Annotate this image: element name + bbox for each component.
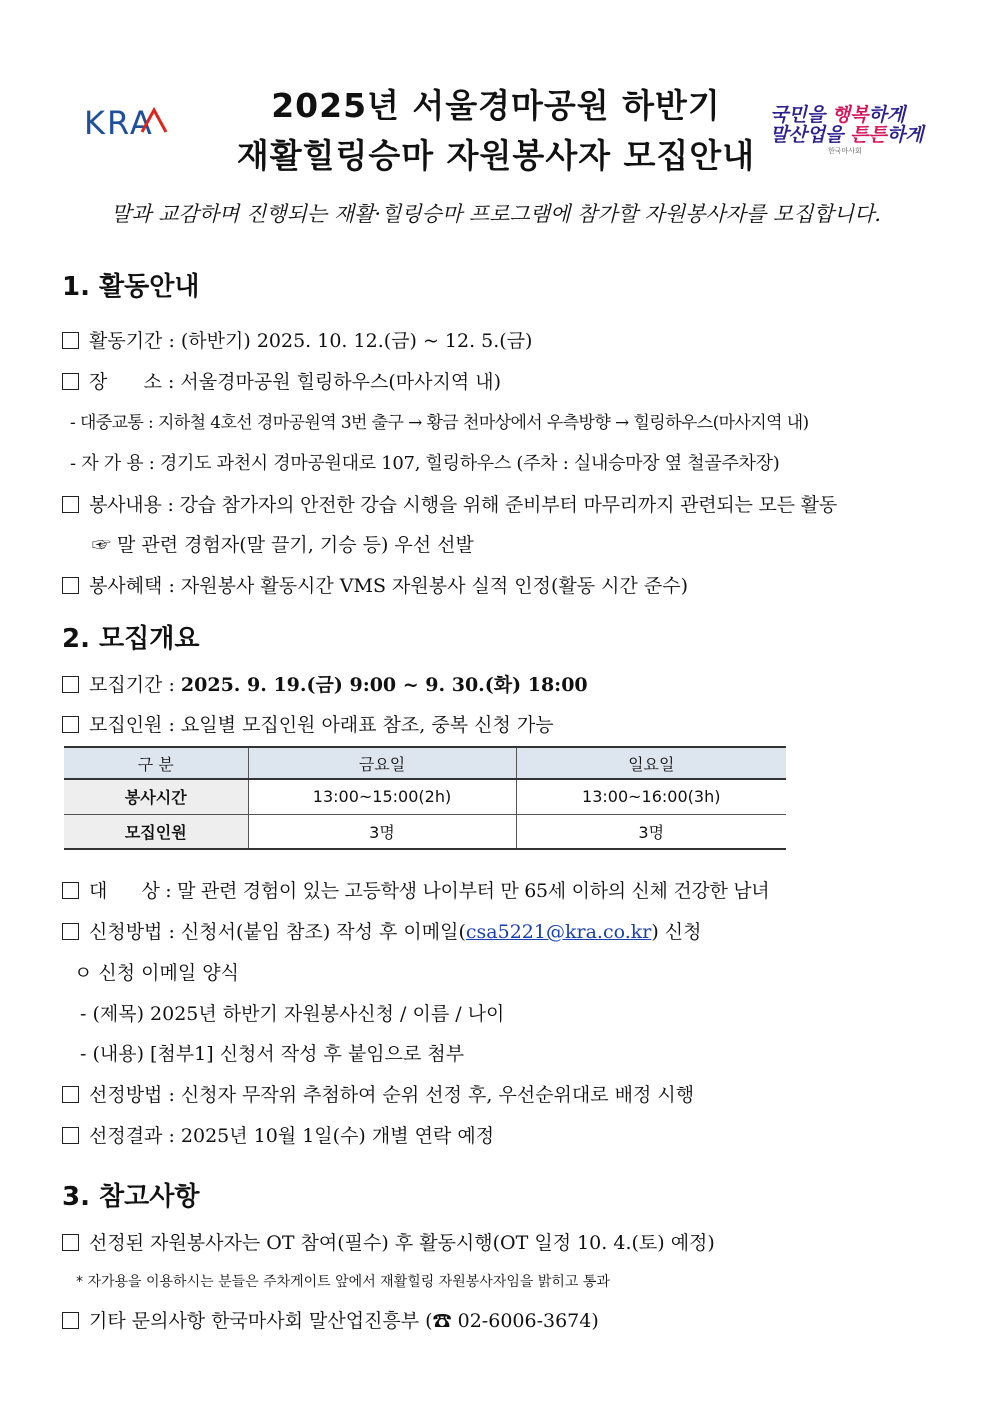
- checkbox-icon: [62, 1312, 79, 1329]
- apply-method: [62, 917, 702, 944]
- table-row-label: 봉사시간: [64, 779, 248, 814]
- target-info: [62, 876, 769, 903]
- recruit-period: [62, 670, 588, 697]
- table-header-category: 구 분: [64, 747, 248, 779]
- email-subject-format: - (제목) 2025년 하반기 자원봉사신청 / 이름 / 나이: [80, 1003, 505, 1025]
- table-cell: 3명: [516, 814, 786, 849]
- parking-note: * 자가용을 이용하시는 분들은 주차게이트 앞에서 재활힐링 자원봉사자임을 밝히고 통과: [76, 1274, 610, 1290]
- slogan-org: 한국마사회: [828, 147, 862, 155]
- car-info: - 자 가 용 : 경기도 과천시 경마공원대로 107, 힐링하우스 (주차 : 실내승마장 옆 철골주차장): [70, 453, 780, 474]
- recruit-count-text: 모집인원 : 요일별 모집인원 아래표 참조, 중복 신청 가능: [89, 714, 554, 736]
- volunteer-content-text: 봉사내용 : 강습 참가자의 안전한 강습 시행을 위해 준비부터 마무리까지 관련되는 모든 활동: [89, 494, 837, 516]
- checkbox-icon: [62, 577, 79, 594]
- target-info-text: 대 상 : 말 관련 경험이 있는 고등학생 나이부터 만 65세 이하의 신체 건강한 남녀: [89, 880, 770, 902]
- activity-place: [62, 367, 501, 394]
- recruit-table: [64, 746, 786, 850]
- table-cell: 13:00~16:00(3h): [516, 779, 786, 814]
- document-header: [0, 70, 992, 180]
- apply-method-suffix: ) 신청: [651, 921, 702, 943]
- checkbox-icon: [62, 496, 79, 513]
- email-body-format: - (내용) [첨부1] 신청서 작성 후 붙임으로 첨부: [80, 1043, 465, 1065]
- slogan-logo: [770, 100, 924, 160]
- table-cell: 3명: [248, 814, 516, 849]
- table-header-sunday: 일요일: [516, 747, 786, 779]
- contact-info-text: 기타 문의사항 한국마사회 말산업진흥부 (☎ 02-6006-3674): [89, 1310, 599, 1332]
- activity-period-text: 활동기간 : (하반기) 2025. 10. 12.(금) ~ 12. 5.(금): [89, 330, 533, 352]
- recruit-count: [62, 710, 554, 737]
- slogan-line1-a: 국민을: [770, 104, 832, 126]
- page-title-line1: 2025년 서울경마공원 하반기: [271, 86, 721, 125]
- checkbox-icon: [62, 1234, 79, 1251]
- selection-method-text: 선정방법 : 신청자 무작위 추첨하여 순위 선정 후, 우선순위대로 배정 시행: [89, 1084, 695, 1106]
- volunteer-content: [62, 490, 837, 517]
- checkbox-icon: [62, 1086, 79, 1103]
- kra-logo: [84, 106, 186, 138]
- checkbox-icon: [62, 923, 79, 940]
- selection-result-text: 선정결과 : 2025년 10월 1일(수) 개별 연락 예정: [89, 1125, 495, 1147]
- table-header-friday: 금요일: [248, 747, 516, 779]
- selection-method: [62, 1080, 694, 1107]
- section2-heading: 2. 모집개요: [62, 624, 200, 654]
- slogan-line1-b: 행복: [831, 104, 869, 126]
- checkbox-icon: [62, 332, 79, 349]
- apply-method-text: 신청방법 : 신청서(붙임 참조) 작성 후 이메일(: [89, 921, 466, 943]
- table-cell: 13:00~15:00(2h): [248, 779, 516, 814]
- table-row: [64, 779, 786, 814]
- checkbox-icon: [62, 716, 79, 733]
- kra-logo-text: KRA: [84, 106, 154, 138]
- volunteer-benefit-text: 봉사혜택 : 자원봉사 활동시간 VMS 자원봉사 실적 인정(활동 시간 준수): [89, 575, 688, 597]
- volunteer-benefit: [62, 571, 688, 598]
- checkbox-icon: [62, 676, 79, 693]
- priority-note: ☞ 말 관련 경험자(말 끌기, 기승 등) 우선 선발: [92, 534, 474, 556]
- section3-heading: 3. 참고사항: [62, 1182, 200, 1212]
- transit-info: - 대중교통 : 지하철 4호선 경마공원역 3번 출구 → 황금 천마상에서 우측방향 → 힐링하우스(마사지역 내): [70, 413, 809, 433]
- activity-period: [62, 326, 532, 353]
- checkbox-icon: [62, 373, 79, 390]
- email-format-heading: ㅇ 신청 이메일 양식: [74, 962, 239, 984]
- slogan-line2: [770, 120, 923, 147]
- table-row: [64, 814, 786, 849]
- apply-email-link[interactable]: csa5221@kra.co.kr: [465, 921, 652, 943]
- activity-place-text: 장 소 : 서울경마공원 힐링하우스(마사지역 내): [89, 371, 501, 393]
- recruit-period-label: 모집기간 :: [89, 674, 181, 696]
- slogan-line2-a: 말산업을: [770, 124, 851, 146]
- slogan-line1-c: 하게: [868, 104, 906, 126]
- checkbox-icon: [62, 882, 79, 899]
- page-title-line2: 재활힐링승마 자원봉사자 모집안내: [236, 136, 756, 175]
- selection-result: [62, 1121, 494, 1148]
- recruit-period-value: 2025. 9. 19.(금) 9:00 ~ 9. 30.(화) 18:00: [180, 674, 588, 696]
- slogan-line2-c: 하게: [886, 124, 924, 146]
- contact-info: [62, 1306, 599, 1333]
- checkbox-icon: [62, 1127, 79, 1144]
- ot-info: [62, 1228, 715, 1255]
- slogan-line2-b: 튼튼: [850, 124, 887, 146]
- table-header-row: [64, 747, 786, 779]
- ot-info-text: 선정된 자원봉사자는 OT 참여(필수) 후 활동시행(OT 일정 10. 4.(토) 예정): [89, 1232, 715, 1254]
- intro-text: 말과 교감하며 진행되는 재활·힐링승마 프로그램에 참가할 자원봉사자를 모집합니다.: [110, 202, 882, 226]
- table-row-label: 모집인원: [64, 814, 248, 849]
- section1-heading: 1. 활동안내: [62, 272, 200, 302]
